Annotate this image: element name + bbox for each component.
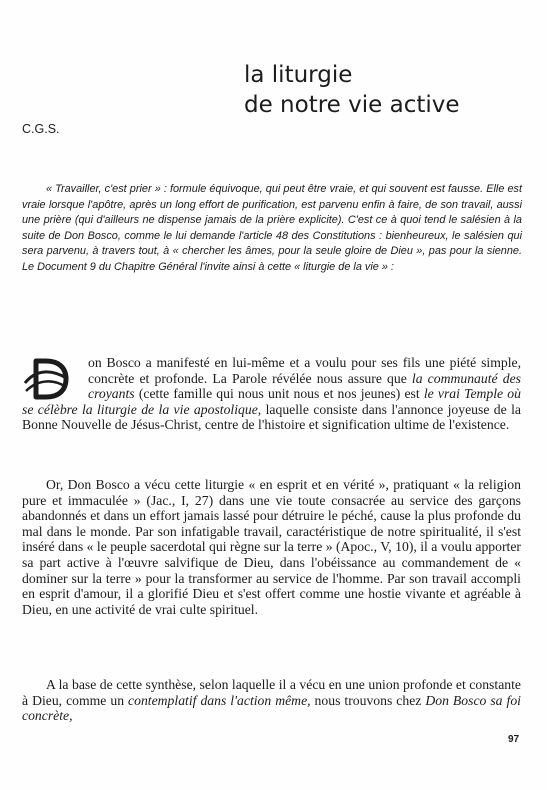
p1-emph-communaute: la communauté des croyants (88, 370, 521, 402)
p3-text-a: A la base de cette synthèse, selon laquelle il a vécu en une union profonde et constante à Dieu, comme un (22, 677, 521, 708)
body-paragraph-3 (22, 677, 521, 724)
dropcap-d-ornament (22, 357, 70, 401)
body-paragraph-2: Or, Don Bosco a vécu cette liturgie « en esprit et en vérité », pratiquant « la religion pure et immaculée » (Jac., I, 27) dans une vie toute consacrée au service des garçons abandonnés et dans un effort jamais lassé pour détruire le péché, cause la plus profonde du mal dans le monde. Par son infatigable travail, caractéristique de notre spiritualité, il s'est inséré dans « le peuple sacerdotal qui règne sur la terre » (Apoc., V, 10), il a voulu apporter sa part active à l'œuvre salvifique de Dieu, dans l'obéissance au commandement de « dominer sur la terre » pour la transformer au service de l'homme. Par son travail accompli en esprit d'amour, il a glorifié Dieu et s'est offert comme une hostie vivante et agréable à Dieu, en une activité de vrai culte spirituel. (22, 477, 521, 617)
p3-emph-contemplatif: contemplatif dans l'action même, (128, 692, 311, 708)
p3-emph-foi: Don Bosco sa foi concrète, (22, 692, 521, 724)
title-line-2: de notre vie active (244, 92, 460, 118)
page-number: 97 (508, 734, 520, 745)
p1-text-a: on Bosco a manifesté en lui-même et a voulu pour ses fils une piété simple, concrète et profonde. La Parole révélée nous assure que (88, 355, 521, 386)
body-paragraph-1 (22, 355, 521, 433)
p1-emph-temple: le vrai Temple où se célèbre la liturgie de la vie apostolique, (22, 386, 521, 417)
title-line-1: la liturgie (244, 62, 353, 88)
p1-text-e: laquelle consiste dans l'annonce joyeuse de la Bonne Nouvelle de Jésus-Christ, centre de l'histoire et signification ultime de l'existence. (22, 401, 521, 433)
p3-text-c: nous trouvons chez (310, 692, 426, 708)
p1-text-c: (cette famille qui nous unit nous et nos jeunes) est (134, 386, 424, 402)
intro-paragraph: « Travailler, c'est prier » : formule équivoque, qui peut être vraie, et qui souvent est fausse. Elle est vraie lorsque l'apôtre, après un long effort de purification, est parvenu enfin à faire, de son travail, aussi une prière (qui d'ailleurs ne dispense jamais de la prière explicite). C'est ce à quoi tend le salésien à la suite de Don Bosco, comme le lui demande l'article 48 des Constitutions : bienheureux, le salésien qui sera parvenu, à travers tout, à « chercher les âmes, pour la seule gloire de Dieu », pas pour la sienne. Le Document 9 du Chapitre Général l'invite ainsi à cette « liturgie de la vie » : (22, 183, 522, 273)
author-initials: C.G.S. (22, 122, 60, 136)
article-title (244, 60, 460, 120)
